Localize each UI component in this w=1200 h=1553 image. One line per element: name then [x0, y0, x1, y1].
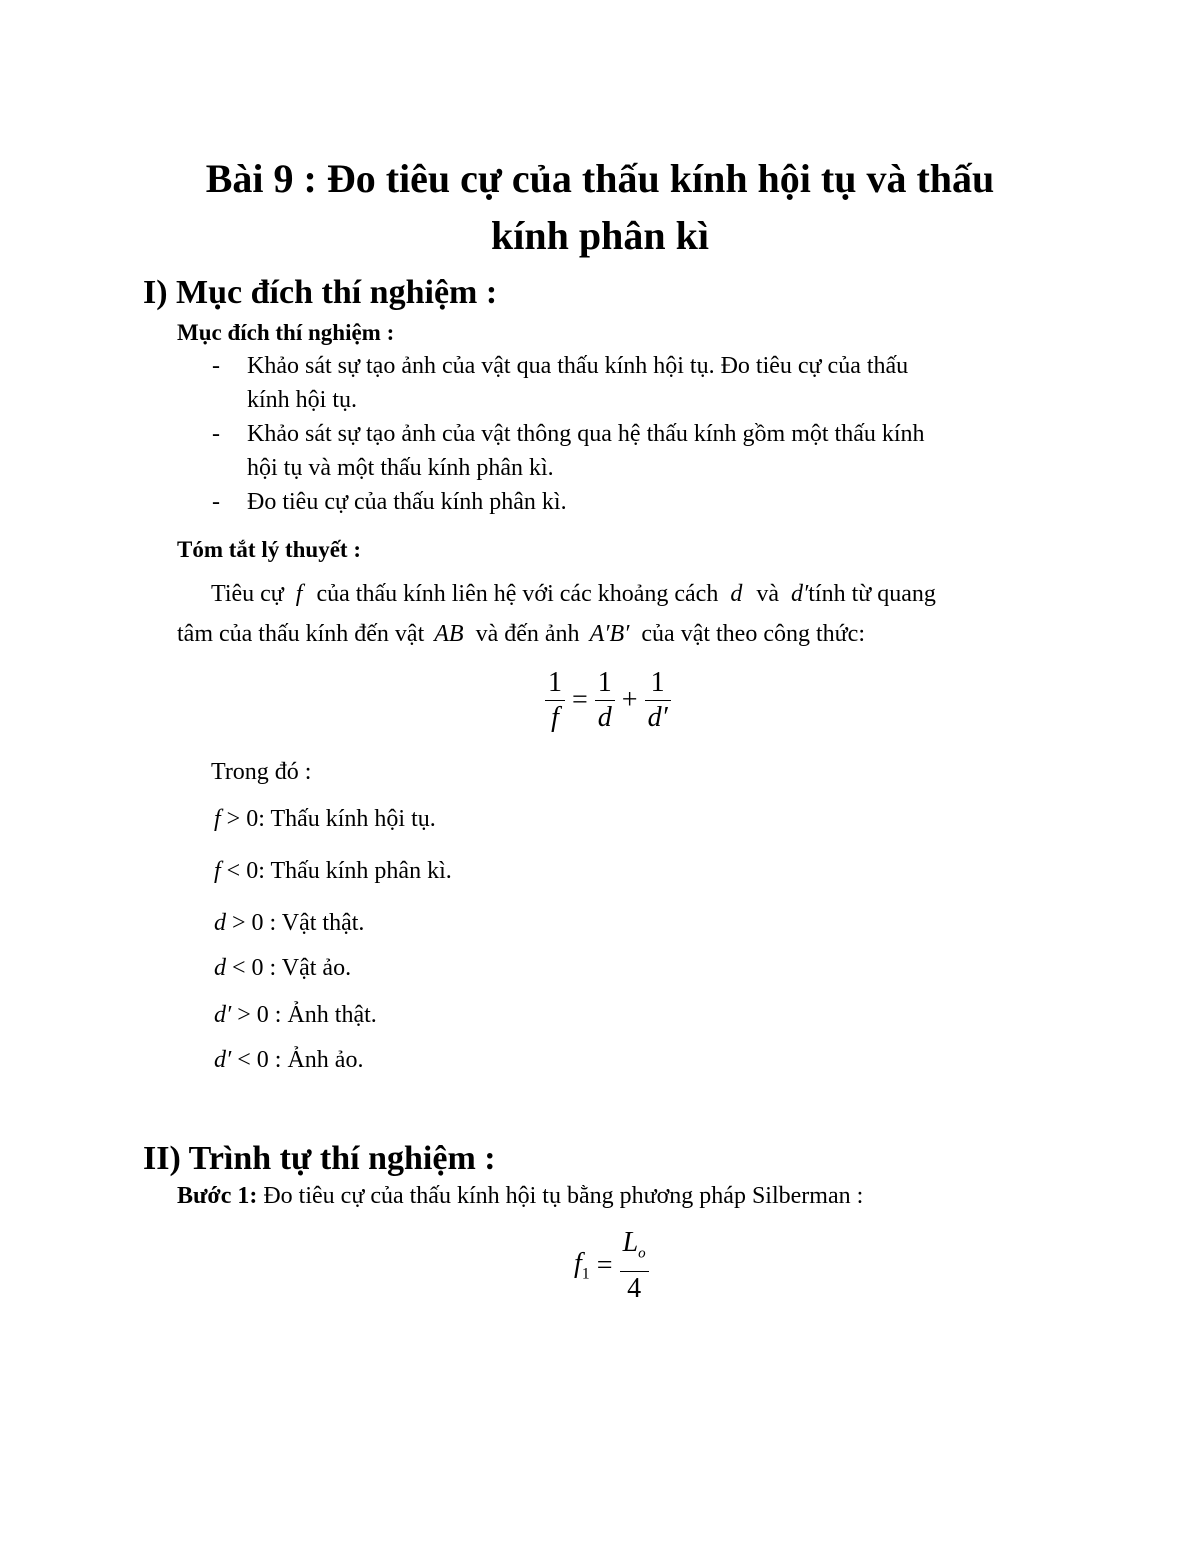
numerator: 1: [645, 666, 671, 701]
denominator: d: [597, 702, 612, 733]
condition-op: < 0: [237, 1047, 269, 1073]
var-d-prime: d′: [790, 581, 809, 607]
fraction: [645, 666, 671, 735]
plus-sign: +: [621, 684, 638, 716]
condition-var: d′: [214, 1047, 232, 1073]
page-title-line2: kính phân kì: [491, 213, 709, 258]
condition-var: d: [214, 955, 226, 981]
var-ab: AB: [434, 621, 464, 647]
lhs-var: f: [574, 1248, 582, 1279]
condition-op: < 0: [226, 858, 259, 884]
theory-text: tính từ quang: [808, 581, 936, 607]
condition-text: : Thấu kính hội tụ.: [258, 806, 436, 832]
numerator: 1: [595, 666, 615, 701]
num-subscript: o: [638, 1245, 646, 1262]
section1-subheading: Mục đích thí nghiệm :: [177, 320, 395, 345]
theory-paragraph-line2: [177, 621, 865, 648]
condition-text: : Vật thật.: [263, 910, 365, 936]
condition-text: : Thấu kính phân kì.: [258, 858, 452, 884]
condition-text: : Ảnh thật.: [268, 1002, 377, 1028]
lens-formula: [545, 666, 671, 735]
condition-var: f: [214, 806, 221, 832]
bullet-2-line2: hội tụ và một thấu kính phân kì.: [247, 455, 554, 481]
section2-heading: II) Trình tự thí nghiệm :: [143, 1140, 496, 1177]
fraction: [545, 666, 565, 735]
num-var: L: [622, 1227, 639, 1258]
bullet-1-line1: Khảo sát sự tạo ảnh của vật qua thấu kính hội tụ. Đo tiêu cự của thấu: [247, 353, 909, 379]
formula-lhs: [574, 1248, 590, 1283]
condition-op: < 0: [232, 955, 264, 981]
theory-heading: Tóm tắt lý thuyết :: [177, 537, 361, 562]
var-apbp: A′B′: [589, 621, 630, 647]
step1-line: [177, 1183, 863, 1210]
theory-text: và đến ảnh: [475, 621, 580, 647]
denominator: d′: [647, 702, 668, 733]
silberman-formula: [574, 1226, 649, 1306]
step1-label: Bước 1:: [177, 1183, 258, 1209]
equals-sign: =: [572, 684, 588, 716]
bullet-3-line1: Đo tiêu cự của thấu kính phân kì.: [247, 489, 567, 515]
bullet-marker: -: [212, 353, 220, 379]
condition-row: [214, 806, 436, 833]
condition-text: : Ảnh ảo.: [268, 1047, 364, 1073]
condition-row: [214, 1002, 377, 1029]
fraction: [595, 666, 615, 735]
where-label: Trong đó :: [211, 759, 312, 785]
condition-text: : Vật ảo.: [263, 955, 352, 981]
condition-var: f: [214, 858, 221, 884]
fraction: [620, 1226, 649, 1306]
denominator: f: [551, 702, 559, 733]
bullet-marker: -: [212, 421, 220, 447]
condition-op: > 0: [232, 910, 264, 936]
theory-text: của thấu kính liên hệ với các khoảng cách: [316, 581, 719, 607]
bullet-marker: -: [212, 489, 220, 515]
theory-text: tâm của thấu kính đến vật: [177, 621, 425, 647]
theory-text: Tiêu cự: [211, 581, 284, 607]
lhs-subscript: 1: [581, 1265, 590, 1283]
denominator: 4: [627, 1272, 642, 1304]
theory-text: của vật theo công thức:: [641, 621, 865, 647]
page-title: Bài 9 : Đo tiêu cự của thấu kính hội tụ và thấu: [205, 156, 995, 201]
condition-var: d′: [214, 1002, 232, 1028]
condition-var: d: [214, 910, 226, 936]
var-f: f: [295, 581, 303, 607]
step1-text: Đo tiêu cự của thấu kính hội tụ bằng phương pháp Silberman :: [257, 1183, 864, 1209]
condition-row: [214, 955, 351, 982]
numerator: [620, 1226, 649, 1272]
theory-paragraph-line1: [211, 581, 936, 608]
numerator: 1: [545, 666, 565, 701]
bullet-1-line2: kính hội tụ.: [247, 387, 358, 413]
bullet-2-line1: Khảo sát sự tạo ảnh của vật thông qua hệ thấu kính gồm một thấu kính: [247, 421, 925, 447]
condition-row: [214, 1047, 363, 1074]
section1-heading: I) Mục đích thí nghiệm :: [143, 274, 498, 311]
equals-sign: =: [596, 1249, 613, 1281]
condition-row: [214, 858, 452, 885]
condition-op: > 0: [226, 806, 259, 832]
theory-text: và: [756, 581, 779, 607]
condition-op: > 0: [237, 1002, 269, 1028]
condition-row: [214, 910, 364, 937]
var-d: d: [730, 581, 743, 607]
